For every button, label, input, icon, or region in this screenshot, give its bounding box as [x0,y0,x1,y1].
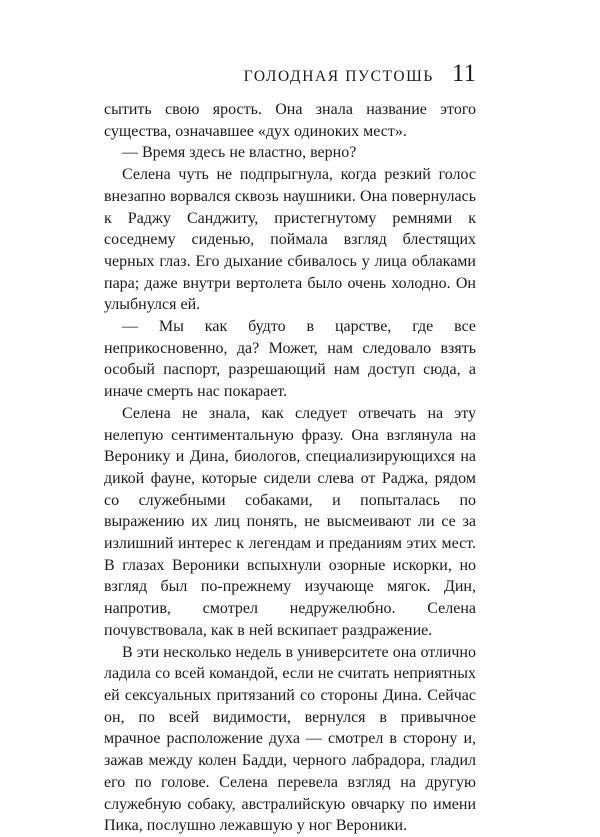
paragraph-2: — Время здесь не властно, верно? [122,144,357,162]
paragraph-4: — Мы как будто в царстве, где все неприкосновенно, да? Может, нам следовало взять особый паспорт, разрешающий нам доступ сюда, а иначе смерть нас покарает. [104,318,476,401]
body-text [104,99,476,837]
paragraph-5: Селена не знала, как следует отвечать на эту нелепую сентиментальную фразу. Она взглянула на Веронику и Дина, биологов, специализирующихся на дикой фауне, которые сидели слева от Раджа, рядом со служебными собаками, и попыталась по выражению их лиц понять, не высмеивают ли се за излишний интерес к легендам и преданиям этих мест. В глазах Вероники вспыхнули озорные искорки, но взгляд был по-прежнему изучающе мягок. Дин, напротив, смотрел недружелюбно. Селена почувствовала, как в ней вскипает раздражение. [104,404,476,639]
page-number: 11 [451,60,476,87]
running-head [104,60,476,90]
paragraph-6: В эти несколько недель в университете она отлично ладила со всей командой, если не считать неприятных ей сексуальных притязаний со стороны Дина. Сейчас он, по всей видимости, вернулся в привычное мрачное расположение духа — смотрел в сторону и, зажав между колен Бадди, черного лабрадора, гладил его по голове. Селена перевела взгляд на другую служебную собаку, австралийскую овчарку по имени Пика, послушно лежавшую у ног Вероники. [104,643,476,835]
paragraph-1: сытить свою ярость. Она знала название этого существа, означавшее «дух одиноких мест». [104,101,476,140]
running-title: ГОЛОДНАЯ ПУСТОШЬ [243,68,434,85]
paragraph-3: Селена чуть не подпрыгнула, когда резкий голос внезапно ворвался сквозь наушники. Она повернулась к Раджу Санджиту, пристегнутому ремнями к соседнему сиденью, поймала взгляд блестящих черных глаз. Его дыхание сбивалось у лица облаками пара; даже внутри вертолета было очень холодно. Он улыбнулся ей. [104,166,476,314]
